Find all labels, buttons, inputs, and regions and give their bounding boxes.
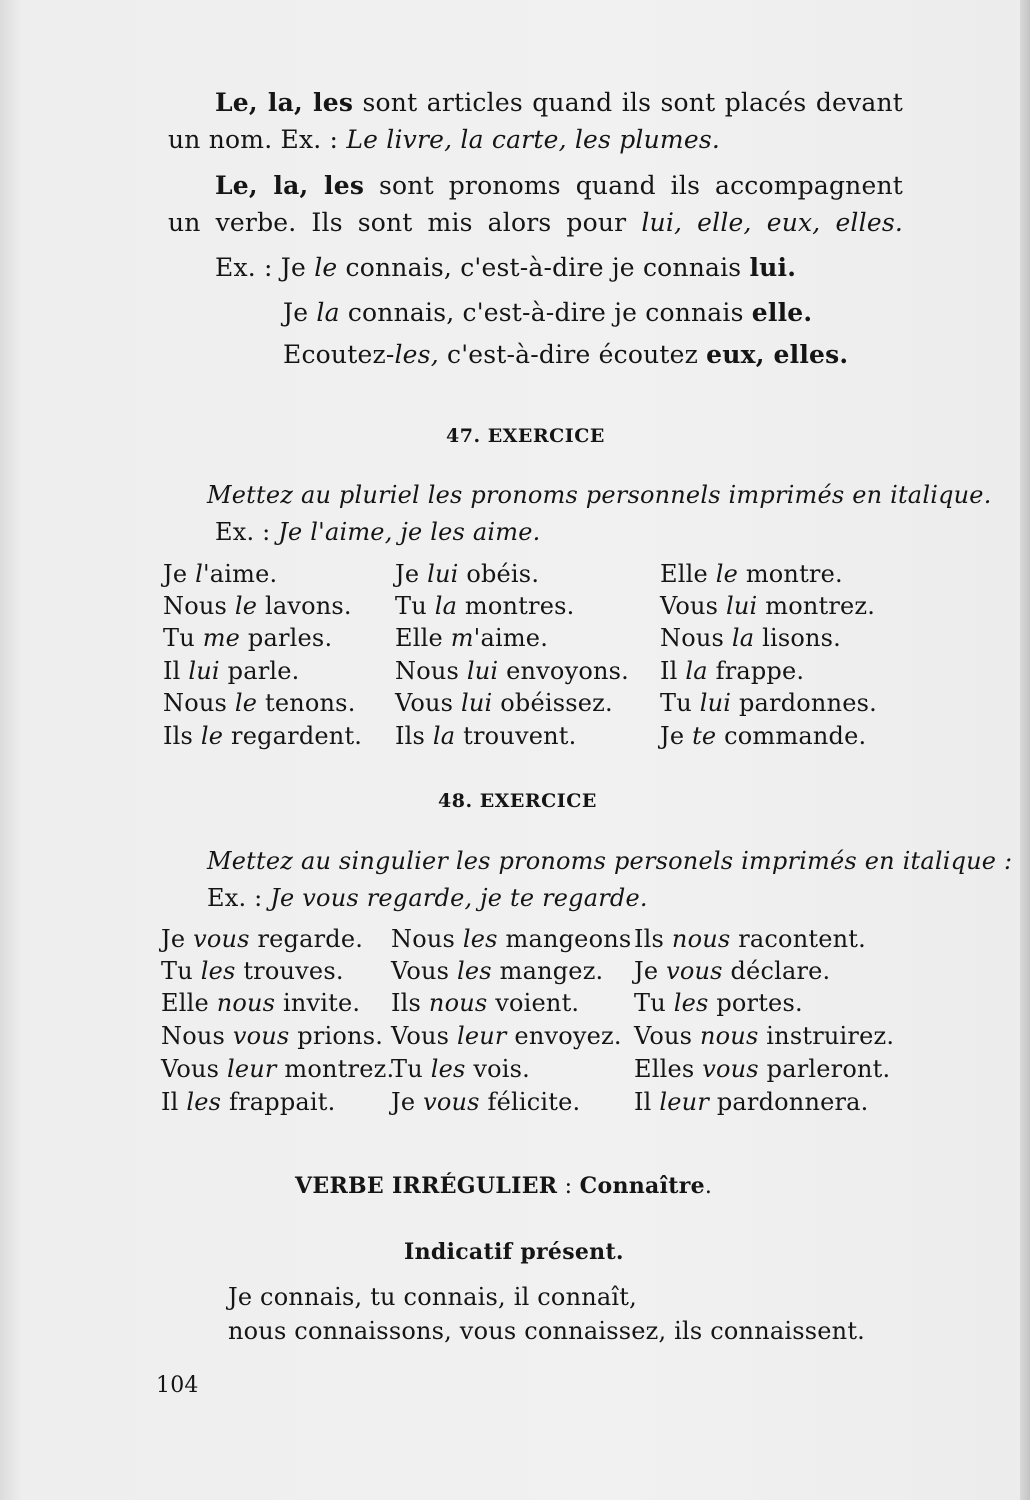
conjugation-line-2: nous connaissons, vous connaissez, ils connaissent. xyxy=(228,1317,866,1345)
bold-term: Le, la, les xyxy=(215,88,354,117)
exercise-sentence: Elle m'aime. xyxy=(395,624,549,652)
pronoun: le xyxy=(715,560,738,588)
pronoun: les xyxy=(456,957,492,985)
exercise-sentence: Vous leur montrez. xyxy=(161,1055,395,1083)
rule-example-2: Je la connais, c'est-à-dire je connais elle. xyxy=(283,298,813,327)
exercise-sentence: Je lui obéis. xyxy=(395,560,540,588)
pronoun: lui xyxy=(466,657,499,685)
exercise-sentence: Vous lui obéissez. xyxy=(395,689,613,717)
exercise-sentence: Je l'aime. xyxy=(163,560,278,588)
exercise-sentence: Je vous regarde. xyxy=(161,925,364,953)
pronoun: vous xyxy=(666,957,723,985)
exercise-sentence: Vous les mangez. xyxy=(391,957,604,985)
exercise-sentence: Tu me parles. xyxy=(163,624,333,652)
rule-example-1: Ex. : Je le connais, c'est-à-dire je connais lui. xyxy=(215,253,797,282)
pronoun: leur xyxy=(456,1022,507,1050)
exercise-sentence: Il leur pardonnera. xyxy=(634,1088,869,1116)
pronoun: te xyxy=(692,722,717,750)
rule-line-2: un nom. Ex. : Le livre, la carte, les plumes. xyxy=(168,125,721,154)
exercise-sentence: Tu lui pardonnes. xyxy=(660,689,877,717)
pronoun: nous xyxy=(428,989,488,1017)
exercise-sentence: Nous lui envoyons. xyxy=(395,657,629,685)
pronoun: lui xyxy=(725,592,758,620)
exercise-sentence: Elle nous invite. xyxy=(161,989,361,1017)
bold-term: Le, la, les xyxy=(215,171,365,200)
rule-line-4: un verbe. Ils sont mis alors pour lui, elle, eux, elles. xyxy=(168,208,903,237)
exercise-sentence: Je te commande. xyxy=(660,722,867,750)
rule-line-1: Le, la, les sont articles quand ils sont placés devant xyxy=(215,88,903,117)
pronoun: les xyxy=(462,925,498,953)
tense-heading: Indicatif présent. xyxy=(404,1239,624,1265)
pronoun: la xyxy=(434,592,458,620)
exercise-48-example: Ex. : Je vous regarde, je te regarde. xyxy=(207,884,648,912)
rule-example-3: Ecoutez-les, c'est-à-dire écoutez eux, elles. xyxy=(283,340,849,369)
pronoun: la xyxy=(731,624,755,652)
exercise-47-instruction: Mettez au pluriel les pronoms personnels imprimés en italique. xyxy=(207,481,992,509)
exercise-47-example: Ex. : Je l'aime, je les aime. xyxy=(215,518,541,546)
conjugation-line-1: Je connais, tu connais, il connaît, xyxy=(228,1283,637,1311)
exercise-sentence: Il les frappait. xyxy=(161,1088,336,1116)
pronoun: nous xyxy=(216,989,276,1017)
pronoun: le xyxy=(234,689,258,717)
exercise-sentence: Il la frappe. xyxy=(660,657,805,685)
pronoun: lui xyxy=(188,657,220,685)
exercise-47-heading: 47. EXERCICE xyxy=(446,425,605,447)
exercise-sentence: Elle le montre. xyxy=(660,560,843,588)
exercise-sentence: Vous lui montrez. xyxy=(660,592,876,620)
pronoun: nous xyxy=(699,1022,759,1050)
pronoun: lui xyxy=(699,689,732,717)
exercise-48-heading: 48. EXERCICE xyxy=(438,790,597,812)
exercise-sentence: Tu les trouves. xyxy=(161,957,344,985)
exercise-sentence: Ils nous voient. xyxy=(391,989,580,1017)
verb-heading: VERBE IRRÉGULIER : Connaître. xyxy=(295,1173,713,1199)
exercise-sentence: Je vous déclare. xyxy=(634,957,831,985)
exercise-sentence: Elles vous parleront. xyxy=(634,1055,891,1083)
pronoun: les xyxy=(430,1055,466,1083)
page-number: 104 xyxy=(156,1373,199,1398)
page-gutter xyxy=(1020,0,1030,1500)
pronoun: me xyxy=(202,624,241,652)
pronoun: la xyxy=(432,722,456,750)
pronoun: le xyxy=(200,722,224,750)
pronoun: l' xyxy=(195,560,210,588)
exercise-sentence: Tu la montres. xyxy=(395,592,575,620)
pronoun: leur xyxy=(226,1055,277,1083)
exercise-sentence: Ils la trouvent. xyxy=(395,722,577,750)
pronoun: les xyxy=(186,1088,222,1116)
exercise-sentence: Nous vous prions. xyxy=(161,1022,384,1050)
exercise-sentence: Tu les portes. xyxy=(634,989,803,1017)
exercise-sentence: Nous la lisons. xyxy=(660,624,841,652)
exercise-sentence: Nous le lavons. xyxy=(163,592,352,620)
exercise-sentence: Nous le tenons. xyxy=(163,689,356,717)
exercise-sentence: Tu les vois. xyxy=(391,1055,530,1083)
exercise-sentence: Il lui parle. xyxy=(163,657,300,685)
pronoun: vous xyxy=(232,1022,290,1050)
exercise-sentence: Vous nous instruirez. xyxy=(634,1022,895,1050)
pronoun: vous xyxy=(702,1055,759,1083)
pronoun: la xyxy=(685,657,708,685)
pronoun: lui xyxy=(427,560,459,588)
pronoun: leur xyxy=(659,1088,709,1116)
pronoun: nous xyxy=(671,925,731,953)
exercise-48-instruction: Mettez au singulier les pronoms personels imprimés en italique : xyxy=(207,847,1013,875)
exercise-sentence: Je vous félicite. xyxy=(391,1088,581,1116)
pronoun: vous xyxy=(423,1088,480,1116)
exercise-sentence: Ils le regardent. xyxy=(163,722,363,750)
pronoun: le xyxy=(234,592,258,620)
exercise-sentence: Nous les mangeons xyxy=(391,925,632,953)
exercise-sentence: Vous leur envoyez. xyxy=(391,1022,622,1050)
pronoun: lui xyxy=(460,689,493,717)
pronoun: vous xyxy=(193,925,250,953)
pronoun: les xyxy=(200,957,236,985)
pronoun: m' xyxy=(450,624,481,652)
exercise-sentence: Ils nous racontent. xyxy=(634,925,866,953)
rule-line-3: Le, la, les sont pronoms quand ils accompagnent xyxy=(215,171,904,200)
pronoun: les xyxy=(673,989,709,1017)
